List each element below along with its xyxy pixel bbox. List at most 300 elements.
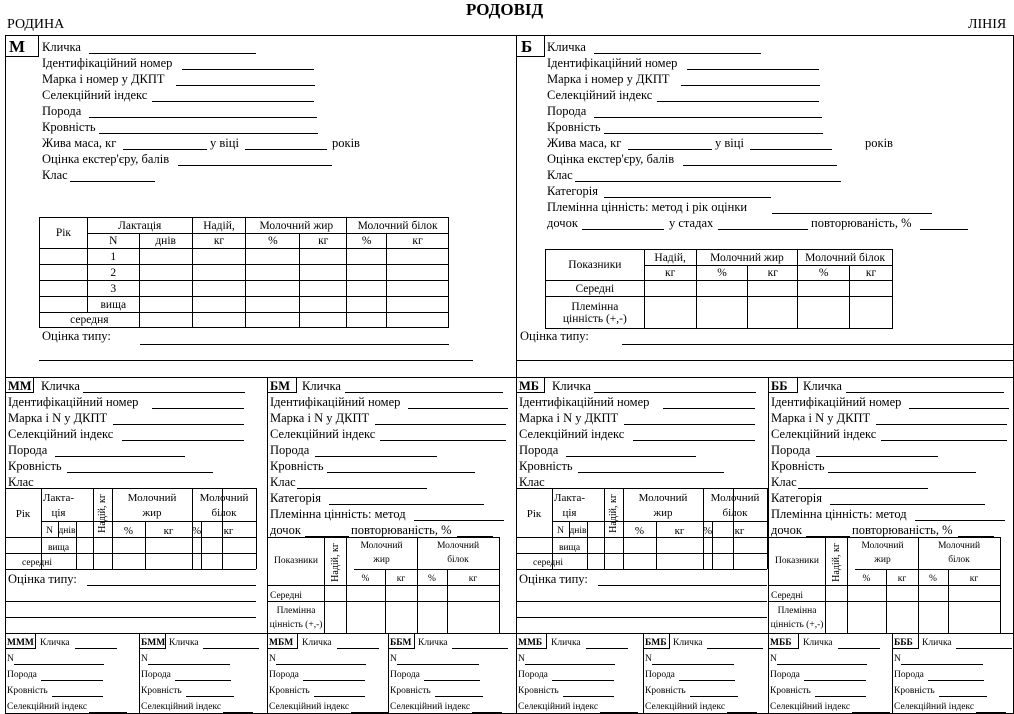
gm-row-avg: Середні — [771, 591, 804, 601]
table-cell[interactable] — [347, 297, 387, 313]
father-breeding-line[interactable] — [772, 213, 932, 214]
mother-row-top: вища — [87, 297, 139, 313]
gf-th-fat-1: Молочний — [127, 492, 177, 504]
great-index-label: Селекційний індекс — [894, 702, 975, 712]
great-breed-line[interactable] — [41, 680, 103, 681]
great-blood-line[interactable] — [815, 696, 866, 697]
great-name-label: Кличка — [418, 638, 448, 648]
gm-th-fat-2: жир — [874, 555, 891, 565]
mother-th-lactation: Лактація — [87, 218, 192, 234]
gm-name-line[interactable] — [846, 392, 1004, 393]
father-th-prot-kg: кг — [850, 266, 893, 281]
gf-th-yield-text: Надій, кг — [97, 493, 108, 533]
gf-name-label: Кличка — [552, 379, 591, 393]
table-cell[interactable] — [246, 281, 300, 297]
table-cell[interactable] — [748, 281, 798, 297]
mother-index-line[interactable] — [152, 101, 314, 102]
great-breed-line[interactable] — [175, 680, 231, 681]
grand-male-code: БМ — [270, 379, 291, 393]
father-mark-label: Марка і номер у ДКПТ — [547, 72, 670, 86]
great-index-line[interactable] — [472, 712, 502, 713]
gm-index-line[interactable] — [380, 440, 506, 441]
great-n-label: N — [518, 654, 525, 664]
great-name-line[interactable] — [337, 648, 379, 649]
table-cell[interactable] — [300, 297, 347, 313]
gm-table-top — [768, 537, 1001, 538]
table-cell[interactable] — [347, 313, 387, 328]
mother-mark-label: Марка і номер у ДКПТ — [42, 72, 165, 86]
table-cell[interactable] — [387, 313, 449, 328]
gf-type-line-3 — [516, 617, 767, 618]
great-blood-label: Кровність — [645, 686, 686, 696]
great-index-line[interactable] — [852, 712, 890, 713]
mother-age-label: у віці — [210, 136, 239, 150]
great-blood-label: Кровність — [7, 686, 48, 696]
father-daughters-label: дочок — [547, 216, 578, 230]
great-n-label: N — [7, 654, 14, 664]
great-blood-label: Кровність — [141, 686, 182, 696]
gf-id-line[interactable] — [152, 408, 244, 409]
gm-category-line[interactable] — [329, 504, 484, 505]
great-breed-line[interactable] — [928, 680, 984, 681]
gm-th-fat-kg: кг — [897, 574, 907, 584]
table-cell[interactable] — [192, 249, 246, 265]
gf-class-label: Клас — [519, 475, 545, 489]
father-type-line-1[interactable] — [622, 344, 1014, 345]
gm-blood-line[interactable] — [828, 472, 976, 473]
father-th-yield: Надій, — [644, 250, 696, 266]
gf-th-lact-1: Лакта- — [42, 492, 75, 504]
gm-name-label: Кличка — [302, 379, 341, 393]
gf-th-lact-2: ція — [562, 507, 577, 519]
gf-th-year: Рік — [526, 508, 542, 520]
mother-type-line-2[interactable] — [39, 360, 473, 361]
gf-class-label: Клас — [8, 475, 34, 489]
father-class-line[interactable] — [575, 181, 841, 182]
mother-exterior-line[interactable] — [178, 165, 332, 166]
father-row-breeding-2: цінність (+,-) — [562, 312, 627, 325]
mother-age-line[interactable] — [245, 149, 327, 150]
gm-breed-label: Порода — [270, 443, 310, 457]
great-index-label: Селекційний індекс — [7, 702, 88, 712]
gf-blood-line[interactable] — [67, 472, 213, 473]
gf-row-avg: середні — [533, 558, 563, 568]
table-cell[interactable] — [300, 265, 347, 281]
mother-type-label: Оцінка типу: — [42, 329, 111, 343]
gf-type-label: Оцінка типу: — [8, 572, 77, 586]
gm-breeding-line[interactable] — [414, 520, 504, 521]
father-herds-line[interactable] — [718, 229, 808, 230]
gf-type-line[interactable] — [87, 585, 256, 586]
table-cell[interactable] — [192, 265, 246, 281]
great-n-line[interactable] — [397, 664, 479, 665]
mother-th-year: Рік — [40, 218, 88, 249]
mother-blood-line[interactable] — [99, 133, 318, 134]
father-type-line-2[interactable] — [516, 360, 1014, 361]
gm-blood-label: Кровність — [270, 459, 324, 473]
great-index-line[interactable] — [727, 712, 757, 713]
great-n-line[interactable] — [276, 664, 366, 665]
mother-lactation-table — [39, 217, 449, 328]
gm-table-bottom — [267, 633, 500, 634]
table-cell[interactable] — [246, 313, 300, 328]
gf-table-edge — [767, 488, 768, 569]
father-name-label: Кличка — [547, 40, 586, 54]
gf-index-line[interactable] — [122, 440, 244, 441]
father-blood-line[interactable] — [604, 133, 823, 134]
page-title: РОДОВІД — [466, 0, 544, 19]
gf-th-year: Рік — [15, 508, 31, 520]
great-index-line[interactable] — [351, 712, 389, 713]
great-blood-line[interactable] — [435, 696, 483, 697]
table-cell[interactable] — [246, 249, 300, 265]
great-breed-line[interactable] — [552, 680, 614, 681]
table-cell[interactable] — [139, 281, 192, 297]
father-category-line[interactable] — [604, 197, 771, 198]
mother-weight-line[interactable] — [123, 149, 207, 150]
gm-index-label: Селекційний індекс — [771, 427, 877, 441]
father-th-prot-pct: % — [798, 266, 850, 281]
father-name-line[interactable] — [594, 53, 761, 54]
table-cell[interactable] — [139, 249, 192, 265]
father-th-indicators: Показники — [546, 250, 645, 281]
gm-table-sub — [354, 569, 499, 570]
gf-blood-label: Кровність — [8, 459, 62, 473]
gm-id-label: Ідентифікаційний номер — [270, 395, 401, 409]
gf-th-fat-2: жир — [653, 507, 673, 519]
mother-name-label: Кличка — [42, 40, 81, 54]
table-cell[interactable] — [300, 313, 347, 328]
father-exterior-line[interactable] — [683, 165, 837, 166]
gf-breed-line[interactable] — [55, 456, 185, 457]
gf-th-prot-2: білок — [211, 507, 237, 519]
table-cell[interactable] — [387, 265, 449, 281]
gf-th-fat-1: Молочний — [638, 492, 688, 504]
father-age-line[interactable] — [750, 149, 832, 150]
great-name-label: Кличка — [302, 638, 332, 648]
gf-blood-line[interactable] — [578, 472, 724, 473]
great-n-label: N — [645, 654, 652, 664]
great-blood-line[interactable] — [690, 696, 738, 697]
gm-daughters-label: дочок — [270, 523, 301, 537]
gf-table-sub — [41, 521, 256, 522]
father-index-line[interactable] — [657, 101, 819, 102]
great-blood-line[interactable] — [939, 696, 987, 697]
gm-row-br-1: Племінна — [777, 606, 817, 616]
gf-type-line-2 — [516, 601, 767, 602]
table-cell[interactable] — [347, 281, 387, 297]
gm-breed-line[interactable] — [315, 456, 437, 457]
table-cell[interactable] — [139, 265, 192, 281]
mother-mark-line[interactable] — [176, 85, 315, 86]
gf-index-label: Селекційний індекс — [519, 427, 625, 441]
father-mark-line[interactable] — [681, 85, 820, 86]
gm-th-yield — [325, 539, 346, 585]
gf-th-yield — [94, 490, 111, 536]
gf-mark-label: Марка і N у ДКПТ — [8, 411, 108, 425]
table-cell[interactable] — [300, 281, 347, 297]
mother-th-prot-pct: % — [347, 234, 387, 249]
gm-breeding-line[interactable] — [915, 520, 1005, 521]
father-repeat-line[interactable] — [920, 229, 968, 230]
table-cell[interactable] — [139, 297, 192, 313]
mother-type-line-1[interactable] — [140, 344, 449, 345]
gm-repeat-label: повторюваність, % — [852, 523, 953, 537]
table-cell[interactable] — [798, 281, 850, 297]
great-code: БББ — [894, 638, 913, 648]
gf-th-prot-kg: кг — [734, 525, 745, 537]
gf-th-prot-pct: % — [192, 525, 202, 537]
great-n-line[interactable] — [901, 664, 983, 665]
great-breed-line[interactable] — [804, 680, 866, 681]
table-cell[interactable] — [798, 297, 850, 329]
great-n-line[interactable] — [14, 664, 104, 665]
table-cell[interactable] — [850, 297, 893, 329]
gf-type-label: Оцінка типу: — [519, 572, 588, 586]
gf-breed-label: Порода — [519, 443, 559, 457]
table-cell[interactable] — [40, 297, 88, 313]
family-label: РОДИНА — [7, 17, 65, 32]
great-n-line[interactable] — [777, 664, 867, 665]
father-row-breeding-1: Племінна — [571, 300, 619, 313]
great-n-line[interactable] — [525, 664, 615, 665]
great-n-label: N — [390, 654, 397, 664]
great-n-line[interactable] — [148, 664, 230, 665]
gf-th-prot-1: Молочний — [710, 492, 760, 504]
table-cell[interactable] — [696, 297, 748, 329]
gf-table-col — [569, 521, 570, 537]
great-name-label: Кличка — [803, 638, 833, 648]
father-class-label: Клас — [547, 168, 573, 182]
grand-divider-left — [267, 377, 268, 714]
line-label: ЛІНІЯ — [968, 17, 1007, 32]
gf-id-line[interactable] — [663, 408, 755, 409]
great-code: МБМ — [269, 638, 294, 648]
great-blood-line[interactable] — [52, 696, 103, 697]
gf-th-prot-pct: % — [703, 525, 713, 537]
gm-blood-line[interactable] — [327, 472, 475, 473]
father-category-label: Категорія — [547, 184, 598, 198]
great-breed-line[interactable] — [303, 680, 365, 681]
great-index-line[interactable] — [600, 712, 638, 713]
gf-table-col — [587, 521, 588, 569]
gf-th-lact-2: ція — [51, 507, 66, 519]
father-th-fat: Молочний жир — [696, 250, 798, 266]
mother-id-label: Ідентифікаційний номер — [42, 56, 173, 70]
great-blood-label: Кровність — [770, 686, 811, 696]
gm-blood-label: Кровність — [771, 459, 825, 473]
gm-th-prot-pct: % — [428, 574, 436, 584]
table-cell[interactable] — [748, 297, 798, 329]
table-cell[interactable] — [139, 313, 192, 328]
gf-table-col — [58, 521, 59, 537]
gm-name-line[interactable] — [345, 392, 503, 393]
great-name-line[interactable] — [203, 648, 259, 649]
great-index-label: Селекційний індекс — [770, 702, 851, 712]
table-cell[interactable] — [40, 265, 88, 281]
gm-row-br-2: цінність (+,-) — [269, 620, 323, 630]
table-cell[interactable] — [850, 281, 893, 297]
father-blood-label: Кровність — [547, 120, 601, 134]
mother-name-line[interactable] — [89, 53, 256, 54]
gm-breeding-label: Племінна цінність: метод — [771, 507, 907, 521]
mother-class-label: Клас — [42, 168, 68, 182]
gf-th-yield — [605, 490, 622, 536]
grand-male-code: ББ — [771, 379, 788, 393]
gm-table-sub — [855, 569, 1000, 570]
gm-index-label: Селекційний індекс — [270, 427, 376, 441]
great-name-line[interactable] — [956, 648, 1012, 649]
table-cell[interactable] — [246, 297, 300, 313]
father-breeding-label: Племінна цінність: метод і рік оцінки — [547, 200, 748, 214]
mother-code: М — [9, 37, 26, 56]
father-id-label: Ідентифікаційний номер — [547, 56, 678, 70]
gf-mark-line[interactable] — [113, 424, 244, 425]
great-index-line[interactable] — [976, 712, 1006, 713]
table-cell[interactable] — [387, 249, 449, 265]
table-cell[interactable] — [192, 281, 246, 297]
gf-th-days: днів — [569, 526, 587, 536]
gm-mark-line[interactable] — [375, 424, 506, 425]
great-n-label: N — [269, 654, 276, 664]
table-cell[interactable] — [192, 297, 246, 313]
mother-id-line[interactable] — [182, 69, 314, 70]
father-th-protein: Молочний білок — [798, 250, 893, 266]
gf-th-lact-1: Лакта- — [553, 492, 586, 504]
great-name-label: Кличка — [673, 638, 703, 648]
table-cell[interactable] — [192, 313, 246, 328]
gm-mark-label: Марка і N у ДКПТ — [270, 411, 370, 425]
mother-th-yield: Надій, — [192, 218, 246, 234]
great-breed-label: Порода — [390, 670, 420, 680]
table-cell[interactable] — [300, 249, 347, 265]
great-name-line[interactable] — [452, 648, 508, 649]
table-cell[interactable] — [246, 265, 300, 281]
gf-th-fat-pct: % — [634, 525, 645, 537]
gm-th-ind: Показники — [274, 556, 318, 566]
gm-th-yield-text: Надій, кг — [831, 542, 842, 582]
great-breed-label: Порода — [770, 670, 800, 680]
gf-id-label: Ідентифікаційний номер — [8, 395, 139, 409]
table-cell[interactable] — [644, 281, 696, 297]
gm-row-br-1: Племінна — [276, 606, 316, 616]
great-breed-line[interactable] — [424, 680, 480, 681]
gf-name-line[interactable] — [83, 392, 245, 393]
great-code: БМБ — [645, 638, 667, 648]
great-name-line[interactable] — [586, 648, 628, 649]
great-n-label: N — [141, 654, 148, 664]
gf-th-fat-kg: кг — [674, 525, 685, 537]
gm-id-line[interactable] — [909, 408, 1009, 409]
gm-th-ind: Показники — [775, 556, 819, 566]
mother-breed-line[interactable] — [89, 117, 317, 118]
gf-th-days: днів — [58, 526, 76, 536]
gf-index-line[interactable] — [633, 440, 755, 441]
table-cell[interactable] — [387, 297, 449, 313]
gf-th-prot-1: Молочний — [199, 492, 249, 504]
table-cell[interactable] — [387, 281, 449, 297]
table-cell[interactable] — [40, 281, 88, 297]
table-cell[interactable] — [347, 249, 387, 265]
mother-th-n: N — [87, 234, 139, 249]
father-row-breeding — [546, 297, 645, 329]
gf-name-label: Кличка — [41, 379, 80, 393]
gm-th-prot-2: білок — [948, 555, 970, 565]
gf-breed-label: Порода — [8, 443, 48, 457]
gm-class-line[interactable] — [297, 488, 427, 489]
great-breed-line[interactable] — [679, 680, 735, 681]
gm-th-yield — [826, 539, 847, 585]
father-weight-line[interactable] — [628, 149, 712, 150]
father-breed-line[interactable] — [594, 117, 822, 118]
great-breed-label: Порода — [518, 670, 548, 680]
father-id-line[interactable] — [687, 69, 819, 70]
gm-th-yield-text: Надій, кг — [330, 542, 341, 582]
great-index-label: Селекційний індекс — [269, 702, 350, 712]
gm-table-col — [1000, 537, 1001, 633]
gm-id-line[interactable] — [408, 408, 508, 409]
table-cell[interactable] — [644, 297, 696, 329]
gm-mark-line[interactable] — [876, 424, 1007, 425]
gf-th-n: N — [46, 526, 53, 536]
mother-weight-label: Жива маса, кг — [42, 136, 117, 150]
gf-type-line[interactable] — [598, 585, 767, 586]
gf-th-fat-pct: % — [123, 525, 134, 537]
gf-row-top: вища — [558, 543, 581, 553]
pedigree-frame — [5, 35, 1014, 714]
great-code: ММБ — [518, 638, 543, 648]
great-name-line[interactable] — [75, 648, 117, 649]
great-blood-line[interactable] — [186, 696, 234, 697]
gm-breed-line[interactable] — [816, 456, 938, 457]
gf-mark-line[interactable] — [624, 424, 755, 425]
mother-class-line[interactable] — [70, 181, 155, 182]
gm-category-line[interactable] — [830, 504, 985, 505]
great-index-label: Селекційний індекс — [141, 702, 222, 712]
gm-class-label: Клас — [771, 475, 797, 489]
gm-th-fat-pct: % — [361, 574, 370, 584]
gm-category-label: Категорія — [771, 491, 822, 505]
gf-id-label: Ідентифікаційний номер — [519, 395, 650, 409]
gf-breed-line[interactable] — [566, 456, 696, 457]
gf-table-edge — [256, 488, 257, 569]
mother-th-prot-kg: кг — [387, 234, 449, 249]
great-blood-line[interactable] — [314, 696, 365, 697]
great-index-line[interactable] — [223, 712, 253, 713]
grand-female-code: ММ — [8, 379, 32, 393]
gf-name-line[interactable] — [594, 392, 756, 393]
gm-index-line[interactable] — [881, 440, 1007, 441]
great-blood-line[interactable] — [563, 696, 614, 697]
great-name-line[interactable] — [707, 648, 763, 649]
gm-repeat-label: повторюваність, % — [351, 523, 452, 537]
great-index-line[interactable] — [89, 712, 127, 713]
table-cell[interactable] — [40, 249, 88, 265]
table-cell[interactable] — [347, 265, 387, 281]
gm-class-line[interactable] — [798, 488, 928, 489]
gm-th-prot-kg: кг — [468, 574, 478, 584]
table-cell[interactable] — [696, 281, 748, 297]
great-n-line[interactable] — [652, 664, 734, 665]
gf-table-top — [5, 488, 256, 489]
gf-table-col — [76, 521, 77, 569]
gm-daughters-label: дочок — [771, 523, 802, 537]
great-code: МББ — [770, 638, 792, 648]
gf-th-yield-text: Надій, кг — [608, 493, 619, 533]
great-name-line[interactable] — [838, 648, 880, 649]
father-daughters-line[interactable] — [582, 229, 664, 230]
mother-row-3: 3 — [87, 281, 139, 297]
